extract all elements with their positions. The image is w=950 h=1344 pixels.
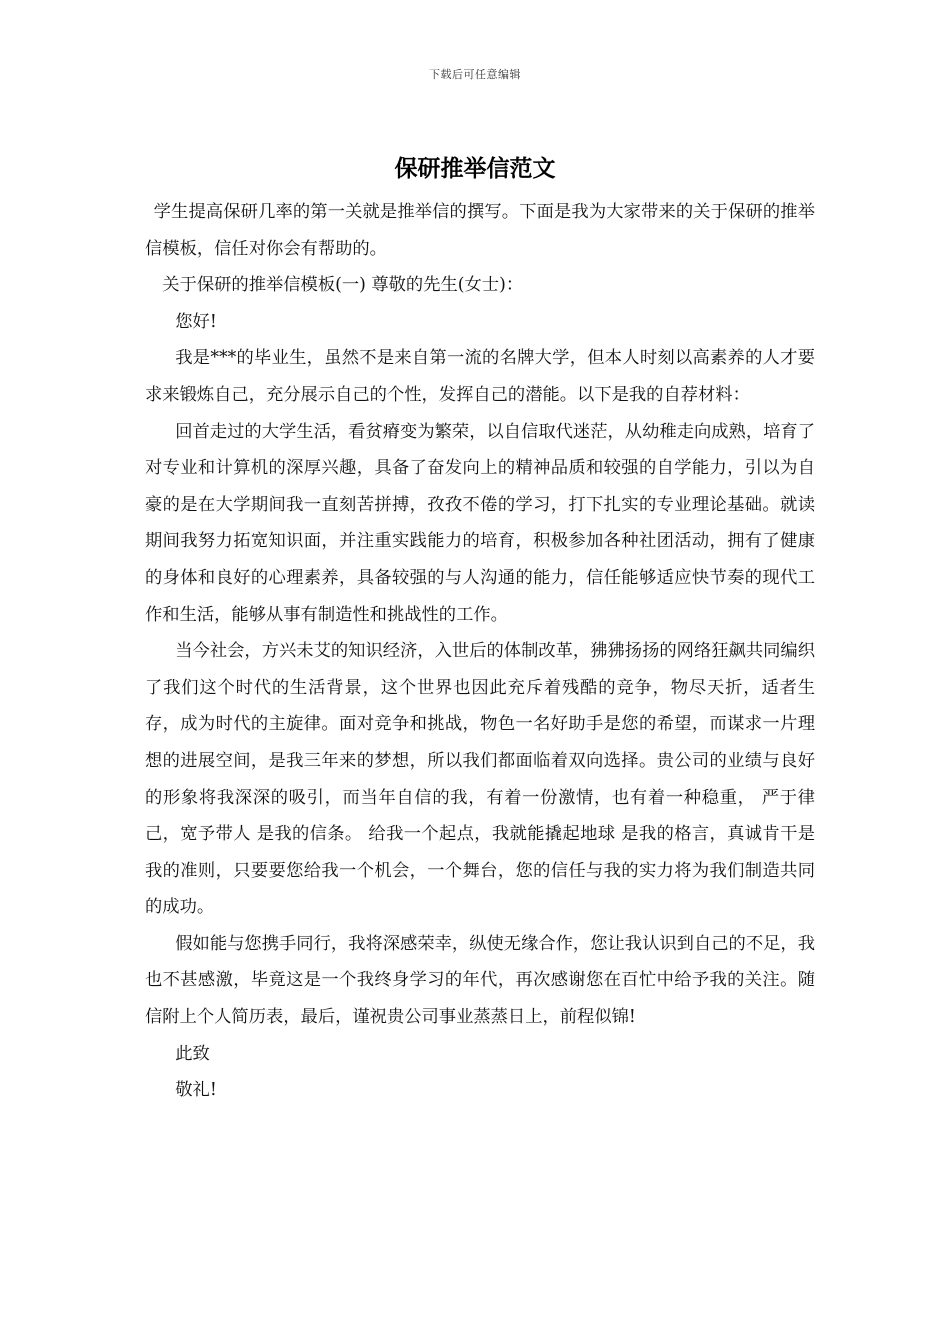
document-title: 保研推举信范文 [394, 155, 556, 182]
closing-salutation: 敬礼! [175, 1080, 217, 1101]
header-note: 下载后可任意编辑 [429, 68, 521, 81]
body-paragraph: 我是***的毕业生，虽然不是来自第一流的名牌大学，但本人时刻以高素养的人才要求来锻炼自己，充分展示自己的个性，发挥自己的潜能。以下是我的自荐材料： [145, 348, 815, 405]
body-paragraph: 假如能与您携手同行，我将深感荣幸，纵使无缘合作，您让我认识到自己的不足，我也不甚感激，毕竟这是一个我终身学习的年代，再次感谢您在百忙中给予我的关注。随信附上个人简历表，最后，谨祝贵公司事业蒸蒸日上，前程似锦! [145, 933, 815, 1028]
body-paragraph: 回首走过的大学生活，看贫瘠变为繁荣，以自信取代迷茫，从幼稚走向成熟，培育了对专业和计算机的深厚兴趣，具备了奋发向上的精神品质和较强的自学能力，引以为自豪的是在大学期间我一直刻苦拼搏，孜孜不倦的学习，打下扎实的专业理论基础。就读期间我努力拓宽知识面，并注重实践能力的培育，积极参加各种社团活动，拥有了健康的身体和良好的心理素养，具备较强的与人沟通的能力，信任能够适应快节奏的现代工作和生活，能够从事有制造性和挑战性的工作。 [145, 421, 815, 625]
closing-line: 此致 [175, 1043, 210, 1064]
body-paragraph: 当今社会，方兴未艾的知识经济，入世后的体制改革，狒狒扬扬的网络狂飙共同编织了我们这个时代的生活背景，这个世界也因此充斥着残酷的竞争，物尽天折，适者生存，成为时代的主旋律。面对竞争和挑战，物色一名好助手是您的希望，而谋求一片理想的进展空间，是我三年来的梦想，所以我们都面临着双向选择。贵公司的业绩与良好的形象将我深深的吸引，而当年自信的我，有着一份激情，也有着一种稳重， 严于律己，宽予带人 是我的信条。 给我一个起点，我就能撬起地球 是我的格言，真诚肯干是我的准则，只要要您给我一个机会，一个舞台，您的信任与我的实力将为我们制造共同的成功。 [145, 641, 815, 918]
greeting: 您好! [175, 311, 217, 332]
document-body [145, 194, 815, 1109]
section-heading: 关于保研的推举信模板(一) 尊敬的先生(女士)： [162, 275, 524, 296]
intro-paragraph: 学生提高保研几率的第一关就是推举信的撰写。下面是我为大家带来的关于保研的推举信模板，信任对你会有帮助的。 [145, 202, 815, 259]
